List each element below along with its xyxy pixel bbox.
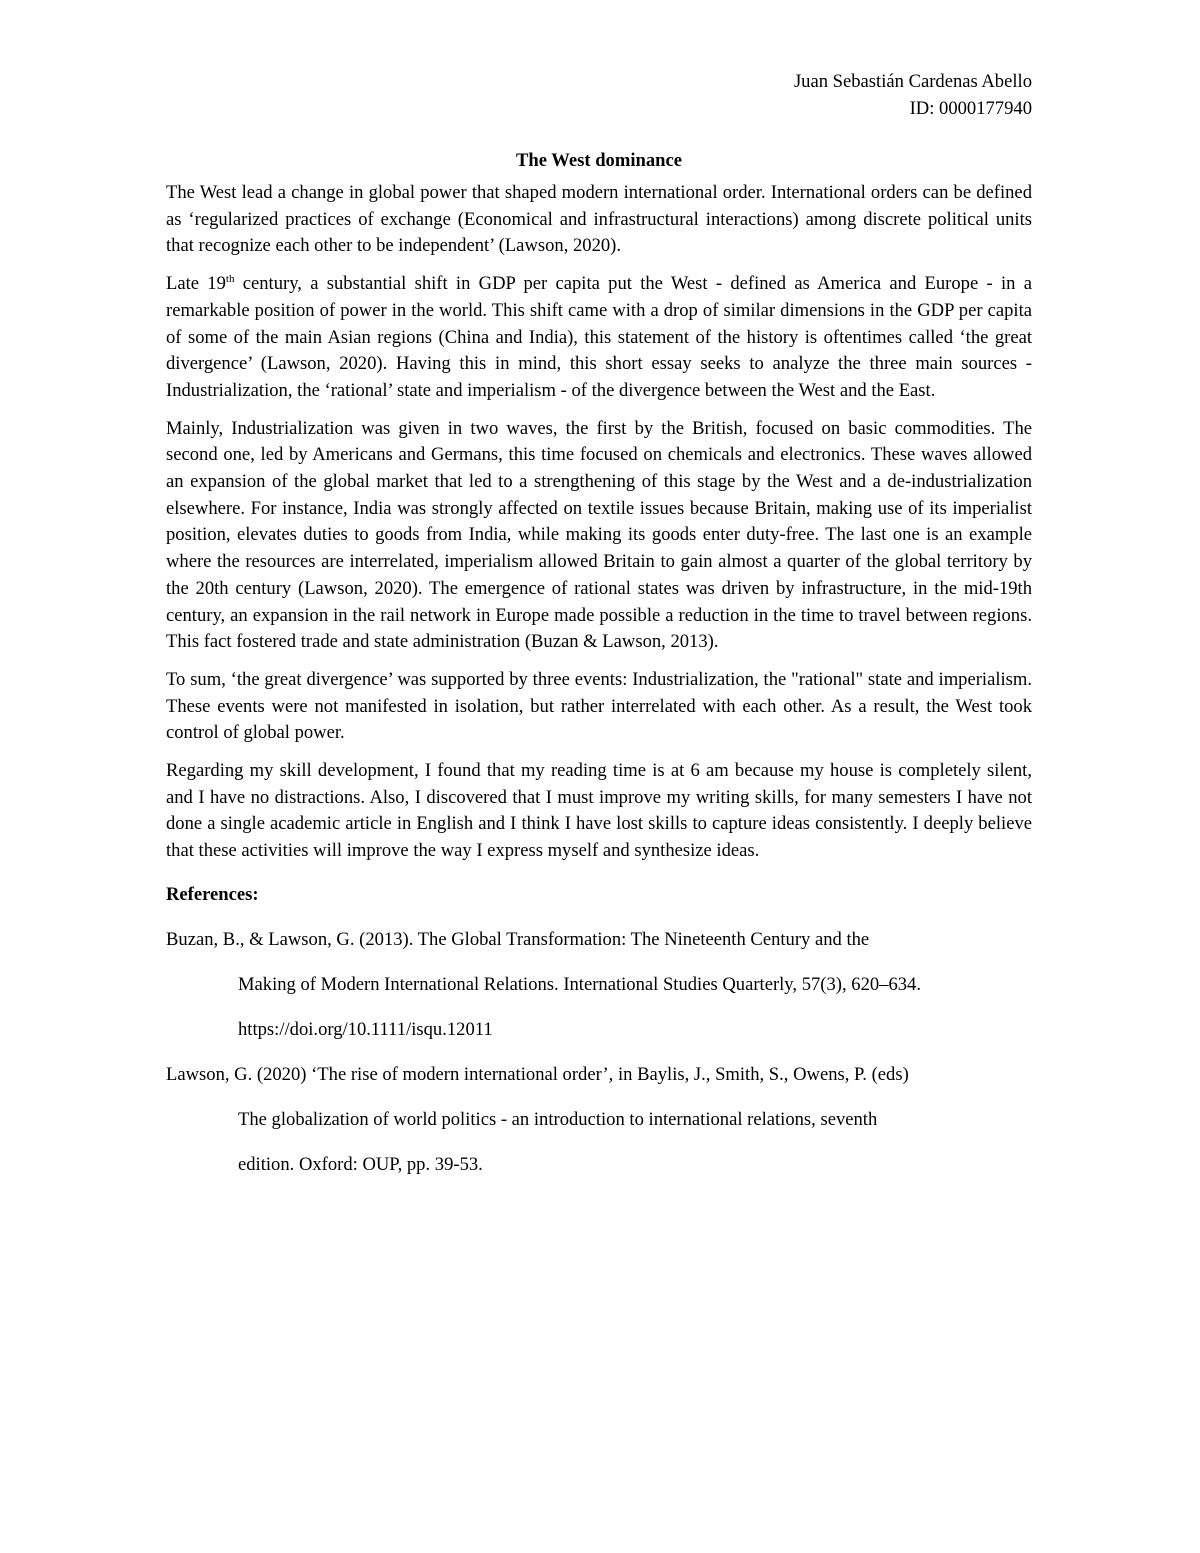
author-name: Juan Sebastián Cardenas Abello <box>793 71 1032 92</box>
paragraph-intro: The West lead a change in global power that shaped modern international order. International orders can be defined as ‘regularized practices of exchange (Economical and infrastructural interactions) among discrete political units that recognize each other to be independent’ (Lawson, 2020). <box>166 182 1032 257</box>
reference-1-doi-link[interactable]: https://doi.org/10.1111/isqu.12011 <box>238 1018 493 1040</box>
paragraph-conclusion: To sum, ‘the great divergence’ was supported by three events: Industrialization, the "rational" state and imperialism. These events were not manifested in isolation, but rather interrelated with each other. As a result, the West took control of global power. <box>166 668 1032 744</box>
paragraph-industrialization: Mainly, Industrialization was given in two waves, the first by the British, focused on basic commodities. The second one, led by Americans and Germans, this time focused on chemicals and electronics. These waves allowed an expansion of the global market that led to a strengthening of this stage by the West and a de-industrialization elsewhere. For instance, India was strongly affected on textile issues because Britain, making use of its imperialist position, elevates duties to goods from India, while making its goods enter duty-free. The last one is an example where the resources are interrelated, imperialism allowed Britain to gain almost a quarter of the global territory by the 20th century (Lawson, 2020). The emergence of rational states was driven by infrastructure, in the mid-19th century, an expansion in the rail network in Europe made possible a reduction in the time to travel between regions. This fact fostered trade and state administration (Buzan & Lawson, 2013). <box>166 417 1032 653</box>
reference-2-line-3: edition. Oxford: OUP, pp. 39-53. <box>238 1153 483 1175</box>
paragraph-text: century, a substantial shift in GDP per capita put the West - defined as America and Europe - in a remarkable position of power in the world. This shift came with a drop of similar dimensions in the GDP per capita of some of the main Asian regions (China and India), this statement of the history is oftentimes called ‘the great divergence’ (Lawson, 2020). Having this in mind, this short essay seeks to analyze the three main sources - Industrialization, the ‘rational’ state and imperialism - of the divergence between the West and the East. <box>166 273 1032 401</box>
paragraph-skill-development: Regarding my skill development, I found that my reading time is at 6 am because my house is completely silent, and I have no distractions. Also, I discovered that I must improve my writing skills, for many semesters I have not done a single academic article in English and I think I have lost skills to capture ideas consistently. I deeply believe that these activities will improve the way I express myself and synthesize ideas. <box>166 760 1032 862</box>
document-page <box>166 68 1032 1178</box>
superscript-th: th <box>225 272 235 285</box>
reference-1-line-2: Making of Modern International Relations. International Studies Quarterly, 57(3), 620–634. <box>238 973 921 995</box>
paragraph-great-divergence <box>166 271 1032 405</box>
reference-1-line-1: Buzan, B., & Lawson, G. (2013). The Global Transformation: The Nineteenth Century and the <box>166 928 870 950</box>
reference-2-line-2: The globalization of world politics - an introduction to international relations, seventh <box>238 1108 878 1130</box>
essay-title: The West dominance <box>516 150 682 171</box>
student-id: ID: 0000177940 <box>909 98 1032 119</box>
references-heading: References: <box>166 883 259 905</box>
paragraph-text: Late 19 <box>166 273 226 295</box>
reference-2-line-1: Lawson, G. (2020) ‘The rise of modern international order’, in Baylis, J., Smith, S., Owens, P. (eds) <box>166 1063 909 1085</box>
